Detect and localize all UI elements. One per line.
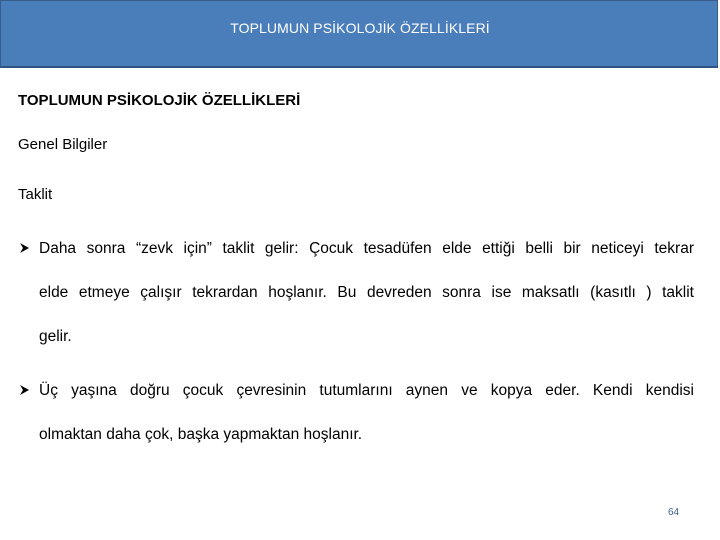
bullet-1-line-2: elde etmeye çalışır tekrardan hoşlanır. Bu devreden sonra ise maksatlı (kasıtlı ) taklit xyxy=(39,284,694,301)
bullet-1-line-3: gelir. xyxy=(39,328,72,345)
topic-heading: Taklit xyxy=(18,186,53,203)
bullet-2-line-2: olmaktan daha çok, başka yapmaktan hoşlanır. xyxy=(39,426,363,443)
bullet-1-line-1: Daha sonra “zevk için” taklit gelir: Çocuk tesadüfen elde ettiği belli bir neticeyi tekrar xyxy=(39,240,694,257)
bullet-2-line-1: Üç yaşına doğru çocuk çevresinin tutumlarını aynen ve kopya eder. Kendi kendisi xyxy=(39,382,694,399)
slide-title: TOPLUMUN PSİKOLOJİK ÖZELLİKLERİ xyxy=(230,20,490,36)
subsection-heading: Genel Bilgiler xyxy=(18,136,108,153)
arrow-bullet-icon xyxy=(18,241,32,257)
page-number: 64 xyxy=(668,507,680,518)
section-heading: TOPLUMUN PSİKOLOJİK ÖZELLİKLERİ xyxy=(18,92,301,109)
arrow-bullet-icon xyxy=(18,383,32,399)
